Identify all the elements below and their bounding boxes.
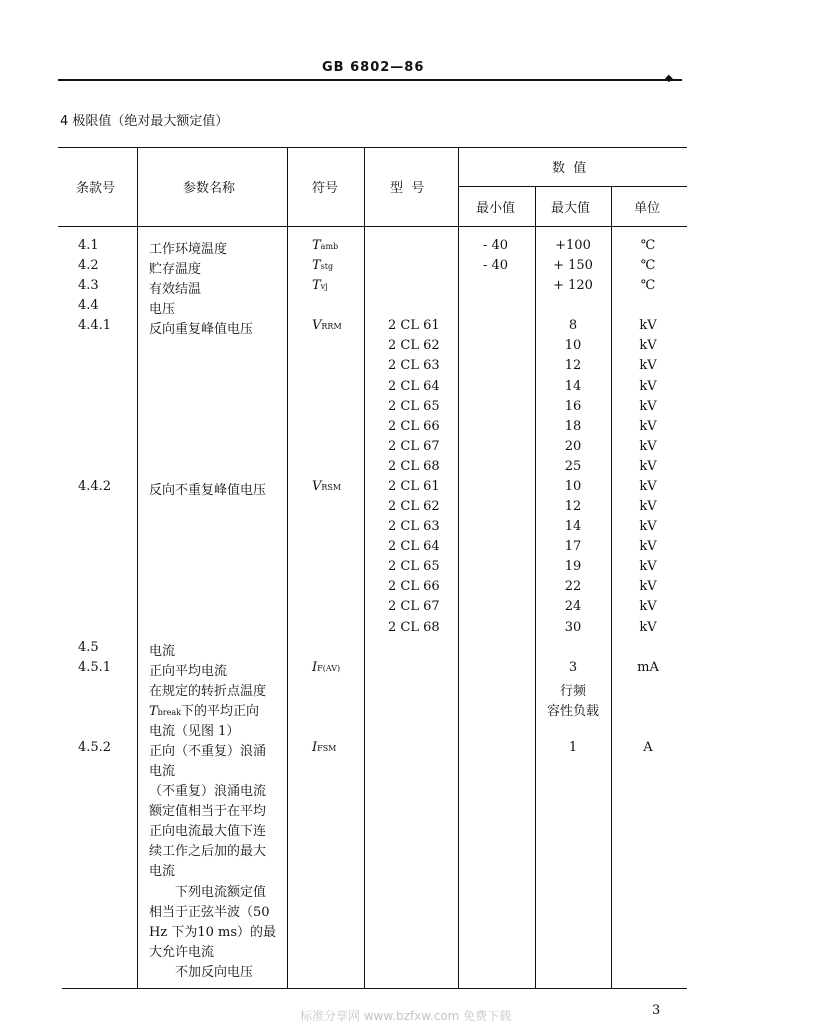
symbol xyxy=(312,740,336,755)
max-value: + 120 xyxy=(553,278,593,293)
max-value: 30 xyxy=(564,620,582,635)
parameter-name: 电压 xyxy=(149,302,176,317)
type-model: 2 CL 61 xyxy=(388,318,440,333)
col-divider-2 xyxy=(287,147,288,988)
max-value: 24 xyxy=(564,599,582,614)
max-value: 1 xyxy=(568,740,578,755)
parameter-name: 工作环境温度 xyxy=(149,242,228,257)
clause-number: 4.4 xyxy=(78,298,99,313)
type-model: 2 CL 62 xyxy=(388,338,440,353)
parameter-name: 正向电流最大值下连 xyxy=(149,824,267,839)
symbol xyxy=(312,660,340,675)
symbol-letter: T xyxy=(312,238,321,253)
type-model: 2 CL 66 xyxy=(388,579,440,594)
parameter-name xyxy=(149,700,259,719)
clause-number: 4.3 xyxy=(78,278,99,293)
unit: kV xyxy=(639,559,657,574)
param-symbol-subscript: break xyxy=(157,708,181,717)
unit: kV xyxy=(639,620,657,635)
unit: kV xyxy=(639,379,657,394)
table-bottom-rule xyxy=(62,988,687,989)
header-min: 最小值 xyxy=(476,201,516,216)
symbol-letter: I xyxy=(312,740,318,755)
unit: kV xyxy=(639,338,657,353)
max-value: 8 xyxy=(568,318,578,333)
type-model: 2 CL 63 xyxy=(388,358,440,373)
max-value: 14 xyxy=(564,519,582,534)
header-symbol: 符号 xyxy=(312,181,339,196)
unit: kV xyxy=(639,479,657,494)
unit: kV xyxy=(639,579,657,594)
unit: kV xyxy=(639,439,657,454)
header-rule xyxy=(58,79,682,81)
parameter-name: 正向（不重复）浪涌 xyxy=(149,744,267,759)
header-values: 数 值 xyxy=(552,161,587,176)
parameter-name: 下列电流额定值 xyxy=(149,885,267,900)
clause-number: 4.5.2 xyxy=(78,740,112,755)
parameter-name: 大允许电流 xyxy=(149,945,215,960)
header-rule-marker: ◆ xyxy=(665,73,673,84)
parameter-name: 电流 xyxy=(149,864,176,879)
symbol-subscript: vj xyxy=(320,282,328,291)
type-model: 2 CL 64 xyxy=(388,539,440,554)
symbol-letter: T xyxy=(312,258,321,273)
header-unit: 单位 xyxy=(634,201,661,216)
symbol xyxy=(312,238,338,253)
parameter-name: 电流 xyxy=(149,764,176,779)
parameter-name: 电流（见图 1） xyxy=(149,724,240,739)
type-model: 2 CL 61 xyxy=(388,479,440,494)
standard-number: GB 6802—86 xyxy=(322,60,425,75)
parameter-name: 反向不重复峰值电压 xyxy=(149,483,267,498)
unit: A xyxy=(643,740,653,755)
clause-number: 4.5 xyxy=(78,640,99,655)
header-max: 最大值 xyxy=(551,201,591,216)
max-value: 容性负载 xyxy=(546,704,599,719)
unit: kV xyxy=(639,459,657,474)
unit: kV xyxy=(639,399,657,414)
clause-number: 4.4.1 xyxy=(78,318,112,333)
max-value: 20 xyxy=(564,439,582,454)
section-title: 4 极限值（绝对最大额定值） xyxy=(60,114,229,129)
symbol-subscript: RSM xyxy=(321,483,342,492)
clause-number: 4.1 xyxy=(78,238,99,253)
symbol-letter: I xyxy=(312,660,318,675)
values-subheader-rule xyxy=(458,186,687,187)
watermark: 标准分享网 www.bzfxw.com 免费下载 xyxy=(300,1009,512,1023)
type-model: 2 CL 64 xyxy=(388,379,440,394)
param-text: 下的平均正向 xyxy=(180,704,259,719)
unit: kV xyxy=(639,599,657,614)
parameter-name: 反向重复峰值电压 xyxy=(149,322,254,337)
header-type: 型 号 xyxy=(390,181,425,196)
max-value: +100 xyxy=(555,238,591,253)
parameter-name: Hz 下为10 ms）的最 xyxy=(149,925,276,940)
symbol-letter: V xyxy=(312,479,322,494)
max-value: 25 xyxy=(564,459,582,474)
max-value: 14 xyxy=(564,379,582,394)
max-value: 行频 xyxy=(559,684,586,699)
min-value: - 40 xyxy=(483,238,509,253)
unit: kV xyxy=(639,539,657,554)
max-value: 12 xyxy=(564,499,582,514)
symbol xyxy=(312,318,342,333)
symbol-subscript: FSM xyxy=(317,744,337,753)
parameter-name: 贮存温度 xyxy=(149,262,202,277)
symbol xyxy=(312,278,328,293)
col-divider-5 xyxy=(535,187,536,988)
clause-number: 4.5.1 xyxy=(78,660,112,675)
parameter-name: 不加反向电压 xyxy=(149,965,254,980)
parameter-name: 正向平均电流 xyxy=(149,664,228,679)
symbol-letter: T xyxy=(312,278,321,293)
unit: ℃ xyxy=(640,258,656,273)
max-value: 22 xyxy=(564,579,582,594)
param-symbol: T xyxy=(149,704,158,719)
type-model: 2 CL 68 xyxy=(388,459,440,474)
parameter-name: 相当于正弦半波（50 xyxy=(149,905,270,920)
max-value: 10 xyxy=(564,338,582,353)
parameter-name: 电流 xyxy=(149,644,176,659)
unit: ℃ xyxy=(640,238,656,253)
type-model: 2 CL 65 xyxy=(388,399,440,414)
unit: kV xyxy=(639,499,657,514)
type-model: 2 CL 66 xyxy=(388,419,440,434)
page-number: 3 xyxy=(652,1003,661,1018)
symbol-subscript: amb xyxy=(320,242,339,251)
type-model: 2 CL 63 xyxy=(388,519,440,534)
parameter-name: （不重复）浪涌电流 xyxy=(149,784,267,799)
parameter-name: 在规定的转折点温度 xyxy=(149,684,267,699)
max-value: + 150 xyxy=(553,258,593,273)
max-value: 10 xyxy=(564,479,582,494)
type-model: 2 CL 68 xyxy=(388,620,440,635)
unit: mA xyxy=(637,660,659,675)
unit: kV xyxy=(639,419,657,434)
table-top-rule xyxy=(58,147,687,148)
unit: ℃ xyxy=(640,278,656,293)
unit: kV xyxy=(639,358,657,373)
type-model: 2 CL 65 xyxy=(388,559,440,574)
header-bottom-rule xyxy=(58,226,687,227)
max-value: 18 xyxy=(564,419,582,434)
max-value: 17 xyxy=(564,539,582,554)
min-value: - 40 xyxy=(483,258,509,273)
header-param: 参数名称 xyxy=(183,181,236,196)
col-divider-3 xyxy=(364,147,365,988)
symbol-subscript: F(AV) xyxy=(317,664,341,673)
symbol-letter: V xyxy=(312,318,322,333)
symbol-subscript: RRM xyxy=(321,322,342,331)
col-divider-6 xyxy=(611,187,612,988)
unit: kV xyxy=(639,519,657,534)
col-divider-1 xyxy=(137,147,138,988)
clause-number: 4.4.2 xyxy=(78,479,112,494)
type-model: 2 CL 62 xyxy=(388,499,440,514)
type-model: 2 CL 67 xyxy=(388,439,440,454)
unit: kV xyxy=(639,318,657,333)
clause-number: 4.2 xyxy=(78,258,99,273)
max-value: 16 xyxy=(564,399,582,414)
symbol-subscript: stg xyxy=(320,262,334,271)
symbol xyxy=(312,258,333,273)
symbol xyxy=(312,479,341,494)
parameter-name: 续工作之后加的最大 xyxy=(149,844,267,859)
parameter-name: 有效结温 xyxy=(149,282,202,297)
max-value: 3 xyxy=(568,660,578,675)
col-divider-4 xyxy=(458,147,459,988)
header-clause: 条款号 xyxy=(76,181,116,196)
max-value: 12 xyxy=(564,358,582,373)
parameter-name: 额定值相当于在平均 xyxy=(149,804,267,819)
type-model: 2 CL 67 xyxy=(388,599,440,614)
max-value: 19 xyxy=(564,559,582,574)
